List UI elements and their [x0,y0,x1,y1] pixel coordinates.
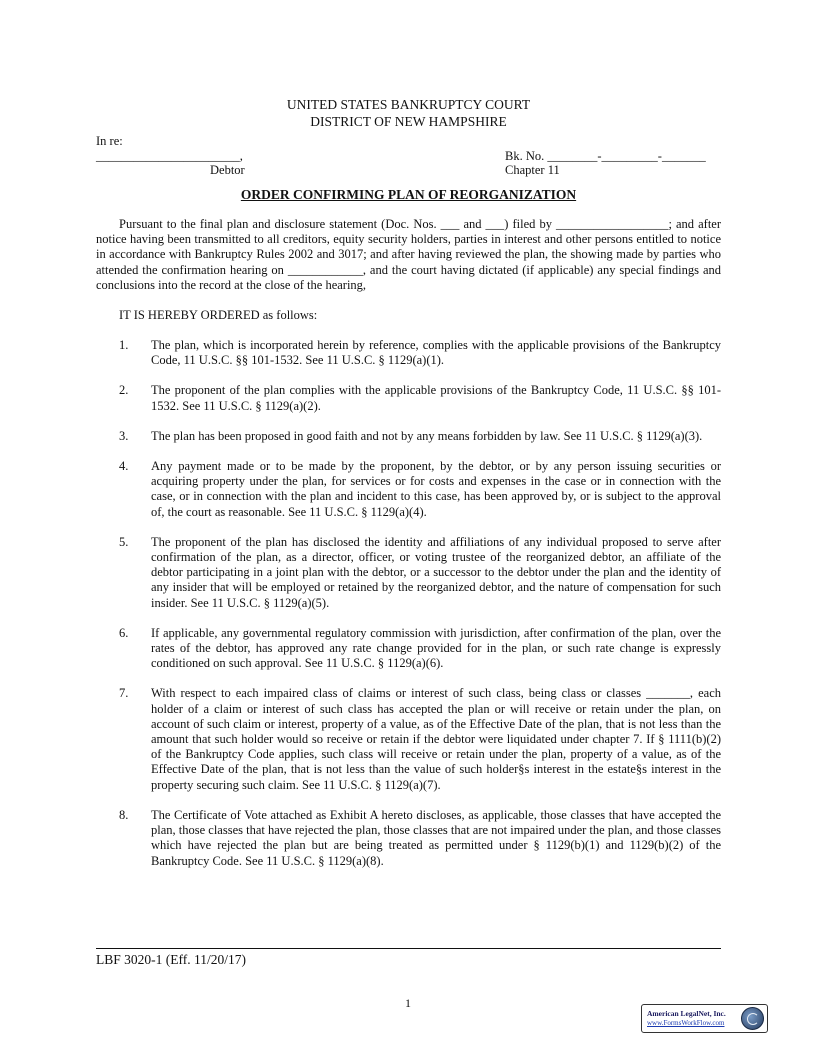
order-item [96,383,721,413]
item-text: If applicable, any governmental regulatory commission with jurisdiction, after confirmation of the plan, over the rates of the debtor, has approved any rate change provided for in the plan, or such rate change is expressly conditioned on such approval. See 11 U.S.C. § 1129(a)(6). [151,625,721,671]
case-caption [96,134,721,176]
order-item [96,429,721,444]
brand-name: American LegalNet, Inc. [647,1009,726,1018]
district-name: DISTRICT OF NEW HAMPSHIRE [310,114,507,129]
document-body [96,96,721,869]
debtor-name-blank: _______________________, [96,149,243,163]
item-number: 2. [119,383,129,398]
brand-logo-icon [741,1007,764,1030]
item-text: The Certificate of Vote attached as Exhibit A hereto discloses, as applicable, those classes that have accepted the plan, those classes that have rejected the plan, those classes that are not impaired under the plan, and those classes which have rejected the plan but are being treated as permitted under § 1129(b)(1) and 1129(b)(2) of the Bankruptcy Code. See 11 U.S.C. § 1129(a)(8). [151,807,721,868]
item-number: 1. [119,338,129,353]
form-code: LBF 3020-1 (Eff. 11/20/17) [96,952,246,967]
item-text: The plan has been proposed in good faith and not by any means forbidden by law. See 11 U.S.C. § 1129(a)(3). [151,428,703,443]
item-number: 3. [119,428,129,443]
court-name: UNITED STATES BANKRUPTCY COURT [286,97,531,112]
order-item [96,338,721,368]
item-text: The proponent of the plan has disclosed the identity and affiliations of any individual proposed to serve after confirmation of the plan, as a director, officer, or voting trustee of the reorganized debtor, an affiliate of the debtor participating in a joint plan with the debtor, or a successor to the debtor under the plan and the identity of any insider that will be employed or retained by the reorganized debtor, and the nature of compensation for such insider. See 11 U.S.C. § 1129(a)(5). [151,534,721,610]
order-item [96,626,721,672]
in-re-label: In re: [96,134,123,148]
order-item [96,808,721,869]
ordered-heading: IT IS HEREBY ORDERED as follows: [119,308,318,323]
item-number: 4. [119,459,129,474]
item-text: The plan, which is incorporated herein by reference, complies with the applicable provisions of the Bankruptcy Code, 11 U.S.C. §§ 101-1532. See 11 U.S.C. § 1129(a)(1). [151,338,721,368]
item-number: 7. [119,686,129,701]
chapter-label: Chapter 11 [505,163,560,177]
intro-paragraph: Pursuant to the final plan and disclosure statement (Doc. Nos. ___ and ___) filed by __________________; and after notice having been transmitted to all creditors, equity security holders, parties in interest and other persons entitled to notice in accordance with Bankruptcy Rules 2002 and 3017; and after having reviewed the plan, the showing made by parties who attended the confirmation hearing on ____________, and the court having dictated (if applicable) any special findings and conclusions into the record at the close of the hearing, [96,217,721,292]
item-text: With respect to each impaired class of claims or interest of such class, being class or classes _______, each holder of a claim or interest of such class has accepted the plan or will receive or retain under the plan, on account of such claim or interest, property of a value, as of the Effective Date of the plan, that is not less than the amount that such holder would so receive or retain if the debtor were liquidated under chapter 7. If § 1111(b)(2) of the Bankruptcy Code applies, such class will receive or retain under the plan, property of a value, as of the Effective Date of the plan, that is not less than the value of such holder§s interest in the estate§s interest in the property securing such claim. See 11 U.S.C. § 1129(a)(7). [151,686,721,792]
order-item [96,686,721,792]
order-title: ORDER CONFIRMING PLAN OF REORGANIZATION [240,187,577,202]
item-text: Any payment made or to be made by the proponent, by the debtor, or by any person issuing securities or acquiring property under the plan, for services or for costs and expenses in the case or in connection with the case, or in connection with the plan and incident to this case, has been approved by, or is subject to the approval of, the court as reasonable. See 11 U.S.C. § 1129(a)(4). [151,459,721,519]
item-number: 8. [119,807,129,822]
order-item [96,535,721,611]
page-number: 1 [405,996,411,1010]
forms-workflow-badge[interactable] [641,1004,768,1033]
bankruptcy-number: Bk. No. ________-_________-_______ [505,149,706,163]
footer-divider [96,948,721,949]
debtor-label: Debtor [210,163,245,177]
brand-url-link[interactable]: www.FormsWorkFlow.com [647,1019,725,1027]
order-items-list [96,338,721,869]
item-text: The proponent of the plan complies with the applicable provisions of the Bankruptcy Code, 11 U.S.C. §§ 101-1532. See 11 U.S.C. § 1129(a)(2). [151,383,721,413]
item-number: 6. [119,625,129,640]
item-number: 5. [119,534,129,549]
order-item [96,459,721,520]
